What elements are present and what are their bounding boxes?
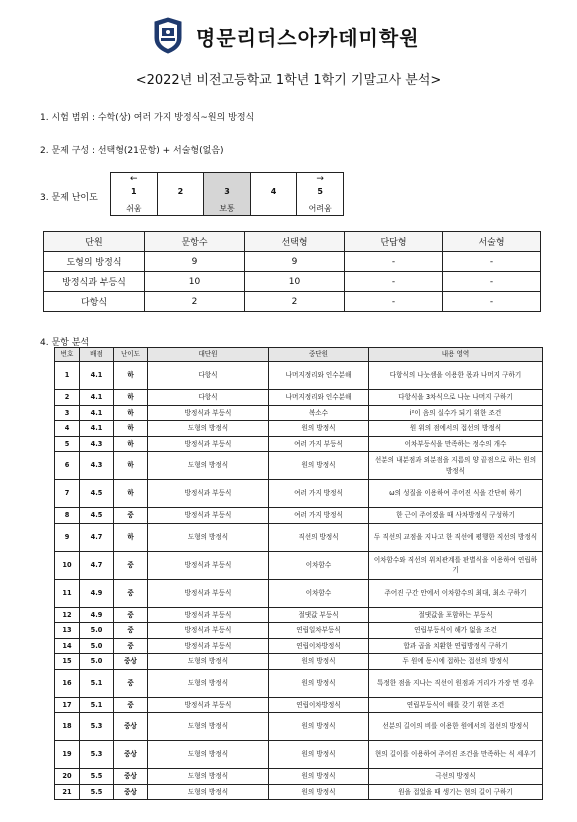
analysis-row: [55, 607, 543, 623]
difficulty-scale: [110, 172, 344, 216]
item-points: 5.5: [80, 784, 114, 800]
summary-cell: 10: [245, 272, 345, 292]
analysis-row: [55, 654, 543, 670]
analysis-row: [55, 623, 543, 639]
item-content: ω의 성질을 이용하여 주어진 식을 간단히 하기: [369, 480, 543, 508]
difficulty-number: 4: [270, 187, 277, 196]
difficulty-level-2: [158, 173, 205, 215]
item-difficulty: 하: [114, 436, 148, 452]
analysis-row: [55, 405, 543, 421]
summary-row: [44, 252, 541, 272]
summary-cell: 방정식과 부등식: [44, 272, 145, 292]
analysis-row: [55, 697, 543, 713]
document-title: <2022년 비전고등학교 1학년 1학기 기말고사 분석>: [135, 73, 442, 88]
summary-cell: 다항식: [44, 292, 145, 312]
item-difficulty: 중상: [114, 654, 148, 670]
item-number: 20: [55, 769, 80, 785]
item-major-unit: 방정식과 부등식: [148, 551, 269, 579]
item-points: 5.0: [80, 654, 114, 670]
item-major-unit: 방정식과 부등식: [148, 508, 269, 524]
item-difficulty: 하: [114, 421, 148, 437]
item-difficulty: 하: [114, 405, 148, 421]
summary-header-cell: 단답형: [345, 232, 443, 252]
summary-cell: 9: [245, 252, 345, 272]
item-number: 2: [55, 390, 80, 406]
summary-header-cell: 서술형: [443, 232, 541, 252]
analysis-header-cell: 번호: [55, 348, 80, 362]
difficulty-level-3: [204, 173, 251, 215]
item-major-unit: 방정식과 부등식: [148, 697, 269, 713]
difficulty-arrow: ←: [130, 174, 138, 184]
analysis-row: [55, 769, 543, 785]
difficulty-number: 3: [224, 187, 230, 196]
item-major-unit: 다항식: [148, 390, 269, 406]
summary-row: [44, 292, 541, 312]
item-number: 6: [55, 452, 80, 480]
item-major-unit: 방정식과 부등식: [148, 436, 269, 452]
difficulty-number: 5: [317, 187, 323, 196]
academy-name: 명문리더스아카데미학원: [196, 26, 420, 50]
item-major-unit: 방정식과 부등식: [148, 638, 269, 654]
item-middle-unit: 절댓값 부등식: [269, 607, 369, 623]
item-content: 연립부등식이 해를 갖기 위한 조건: [369, 697, 543, 713]
item-number: 13: [55, 623, 80, 639]
item-difficulty: 중: [114, 638, 148, 654]
difficulty-level-1: [111, 173, 158, 215]
item-difficulty: 하: [114, 390, 148, 406]
item-content: 주어진 구간 안에서 이차함수의 최대, 최소 구하기: [369, 579, 543, 607]
item-number: 8: [55, 508, 80, 524]
difficulty-number: 1: [131, 187, 137, 196]
item-points: 4.7: [80, 551, 114, 579]
item-content: 다항식을 3차식으로 나눈 나머지 구하기: [369, 390, 543, 406]
analysis-row: [55, 741, 543, 769]
analysis-row: [55, 713, 543, 741]
summary-cell: -: [443, 252, 541, 272]
item-middle-unit: 원의 방정식: [269, 452, 369, 480]
item-content: i²이 음의 실수가 되기 위한 조건: [369, 405, 543, 421]
analysis-header-cell: 중단원: [269, 348, 369, 362]
item-number: 9: [55, 523, 80, 551]
analysis-row: [55, 436, 543, 452]
difficulty-word: 보통: [219, 204, 235, 213]
difficulty-number: 2: [177, 187, 184, 196]
summary-cell: -: [443, 272, 541, 292]
analysis-row: [55, 390, 543, 406]
item-major-unit: 도형의 방정식: [148, 421, 269, 437]
difficulty-level-5: [297, 173, 343, 215]
analysis-row: [55, 508, 543, 524]
analysis-row: [55, 579, 543, 607]
item-major-unit: 도형의 방정식: [148, 452, 269, 480]
item-middle-unit: 나머지정리와 인수분해: [269, 362, 369, 390]
summary-header-row: [44, 232, 541, 252]
item-middle-unit: 연립이차방정식: [269, 638, 369, 654]
item-points: 5.5: [80, 769, 114, 785]
item-content: 원을 접었을 때 생기는 현의 길이 구하기: [369, 784, 543, 800]
analysis-row: [55, 669, 543, 697]
item-points: 4.1: [80, 362, 114, 390]
item-number: 10: [55, 551, 80, 579]
analysis-row: [55, 362, 543, 390]
item-middle-unit: 원의 방정식: [269, 713, 369, 741]
item-middle-unit: 직선의 방정식: [269, 523, 369, 551]
item-points: 5.1: [80, 669, 114, 697]
item-difficulty: 중: [114, 669, 148, 697]
item-number: 17: [55, 697, 80, 713]
item-major-unit: 방정식과 부등식: [148, 607, 269, 623]
item-content: 원 위의 점에서의 접선의 방정식: [369, 421, 543, 437]
item-number: 11: [55, 579, 80, 607]
item-content: 현의 길이를 이용하여 주어진 조건을 만족하는 식 세우기: [369, 741, 543, 769]
item-points: 5.3: [80, 741, 114, 769]
item-content: 특정한 점을 지나는 직선이 원점과 거리가 가장 먼 경우: [369, 669, 543, 697]
item-major-unit: 도형의 방정식: [148, 784, 269, 800]
item-number: 12: [55, 607, 80, 623]
item-points: 4.9: [80, 607, 114, 623]
item-content: 연립부등식이 해가 없을 조건: [369, 623, 543, 639]
item-number: 21: [55, 784, 80, 800]
item-difficulty: 하: [114, 362, 148, 390]
item-number: 16: [55, 669, 80, 697]
item-content: 절댓값을 포함하는 부등식: [369, 607, 543, 623]
item-content: 합과 곱을 치환한 연립방정식 구하기: [369, 638, 543, 654]
item-difficulty: 중상: [114, 741, 148, 769]
item-difficulty: 중: [114, 579, 148, 607]
item-difficulty: 중: [114, 697, 148, 713]
item-difficulty: 중: [114, 623, 148, 639]
summary-row: [44, 272, 541, 292]
item-points: 4.3: [80, 436, 114, 452]
item-content: 이차함수와 직선의 위치관계를 판별식을 이용하여 연립하기: [369, 551, 543, 579]
item-content: 극선의 방정식: [369, 769, 543, 785]
item-major-unit: 도형의 방정식: [148, 669, 269, 697]
analysis-row: [55, 421, 543, 437]
summary-cell: 10: [145, 272, 245, 292]
difficulty-level-4: [251, 173, 298, 215]
item-number: 19: [55, 741, 80, 769]
item-difficulty: 중: [114, 607, 148, 623]
summary-cell: 2: [245, 292, 345, 312]
difficulty-word: 어려움: [308, 204, 332, 213]
analysis-row: [55, 784, 543, 800]
item-points: 4.5: [80, 508, 114, 524]
analysis-header-cell: 내용 영역: [369, 348, 543, 362]
analysis-row: [55, 638, 543, 654]
analysis-row: [55, 480, 543, 508]
item-major-unit: 도형의 방정식: [148, 654, 269, 670]
item-major-unit: 도형의 방정식: [148, 741, 269, 769]
unit-summary-table: [43, 231, 541, 312]
item-content: 두 원에 동시에 접하는 접선의 방정식: [369, 654, 543, 670]
item-major-unit: 방정식과 부등식: [148, 579, 269, 607]
item-major-unit: 도형의 방정식: [148, 523, 269, 551]
item-number: 5: [55, 436, 80, 452]
item-points: 4.7: [80, 523, 114, 551]
summary-header-cell: 선택형: [245, 232, 345, 252]
item-points: 5.0: [80, 623, 114, 639]
item-difficulty: 하: [114, 480, 148, 508]
item-middle-unit: 여러 가지 방정식: [269, 480, 369, 508]
item-major-unit: 다항식: [148, 362, 269, 390]
item-middle-unit: 원의 방정식: [269, 669, 369, 697]
problem-composition: 2. 문제 구성 : 선택형(21문항) + 서술형(없음): [40, 146, 224, 156]
item-major-unit: 도형의 방정식: [148, 713, 269, 741]
summary-cell: -: [345, 292, 443, 312]
item-analysis-table: [54, 347, 543, 800]
item-difficulty: 중상: [114, 713, 148, 741]
item-major-unit: 방정식과 부등식: [148, 623, 269, 639]
item-points: 4.1: [80, 390, 114, 406]
item-middle-unit: 연립일차부등식: [269, 623, 369, 639]
item-points: 4.9: [80, 579, 114, 607]
item-content: 선분의 길이의 비를 이용한 원에서의 접선의 방정식: [369, 713, 543, 741]
item-middle-unit: 이차함수: [269, 551, 369, 579]
item-content: 한 근이 주어졌을 때 사차방정식 구성하기: [369, 508, 543, 524]
item-middle-unit: 나머지정리와 인수분해: [269, 390, 369, 406]
header: [0, 8, 577, 58]
academy-logo-icon: [151, 16, 185, 54]
analysis-row: [55, 551, 543, 579]
analysis-header-cell: 대단원: [148, 348, 269, 362]
analysis-header-cell: 배점: [80, 348, 114, 362]
summary-cell: -: [345, 252, 443, 272]
item-number: 14: [55, 638, 80, 654]
item-points: 4.1: [80, 405, 114, 421]
item-analysis-title: 4. 문항 분석: [40, 338, 90, 348]
item-middle-unit: 원의 방정식: [269, 784, 369, 800]
difficulty-label: 3. 문제 난이도: [40, 193, 98, 203]
item-major-unit: 방정식과 부등식: [148, 405, 269, 421]
item-difficulty: 중: [114, 508, 148, 524]
summary-cell: -: [443, 292, 541, 312]
difficulty-arrow: →: [316, 174, 324, 184]
item-points: 5.0: [80, 638, 114, 654]
item-difficulty: 중: [114, 551, 148, 579]
item-number: 7: [55, 480, 80, 508]
summary-cell: -: [345, 272, 443, 292]
item-content: 두 직선의 교점을 지나고 한 직선에 평행한 직선의 방정식: [369, 523, 543, 551]
summary-cell: 도형의 방정식: [44, 252, 145, 272]
summary-cell: 9: [145, 252, 245, 272]
item-number: 4: [55, 421, 80, 437]
item-difficulty: 하: [114, 523, 148, 551]
item-points: 4.3: [80, 452, 114, 480]
exam-range: 1. 시험 범위 : 수학(상) 여러 가지 방정식~원의 방정식: [40, 113, 255, 123]
summary-cell: 2: [145, 292, 245, 312]
item-middle-unit: 복소수: [269, 405, 369, 421]
item-middle-unit: 원의 방정식: [269, 769, 369, 785]
item-number: 1: [55, 362, 80, 390]
item-middle-unit: 여러 가지 방정식: [269, 508, 369, 524]
item-points: 5.1: [80, 697, 114, 713]
item-middle-unit: 원의 방정식: [269, 741, 369, 769]
analysis-header-cell: 난이도: [114, 348, 148, 362]
analysis-row: [55, 523, 543, 551]
analysis-row: [55, 452, 543, 480]
item-difficulty: 중상: [114, 769, 148, 785]
item-content: 선분의 내분점과 외분점을 지름의 양 끝점으로 하는 원의 방정식: [369, 452, 543, 480]
difficulty-word: 쉬움: [126, 204, 142, 213]
item-content: 다항식의 나눗셈을 이용한 몫과 나머지 구하기: [369, 362, 543, 390]
item-difficulty: 하: [114, 452, 148, 480]
item-content: 이차부등식을 만족하는 정수의 개수: [369, 436, 543, 452]
item-major-unit: 방정식과 부등식: [148, 480, 269, 508]
summary-header-cell: 문항수: [145, 232, 245, 252]
analysis-header-row: [55, 348, 543, 362]
item-number: 15: [55, 654, 80, 670]
item-middle-unit: 원의 방정식: [269, 421, 369, 437]
item-difficulty: 중상: [114, 784, 148, 800]
item-middle-unit: 여러 가지 부등식: [269, 436, 369, 452]
item-points: 5.3: [80, 713, 114, 741]
item-middle-unit: 원의 방정식: [269, 654, 369, 670]
item-middle-unit: 이차함수: [269, 579, 369, 607]
item-points: 4.1: [80, 421, 114, 437]
item-points: 4.5: [80, 480, 114, 508]
item-number: 18: [55, 713, 80, 741]
item-major-unit: 도형의 방정식: [148, 769, 269, 785]
item-number: 3: [55, 405, 80, 421]
item-middle-unit: 연립이차방정식: [269, 697, 369, 713]
summary-header-cell: 단원: [44, 232, 145, 252]
